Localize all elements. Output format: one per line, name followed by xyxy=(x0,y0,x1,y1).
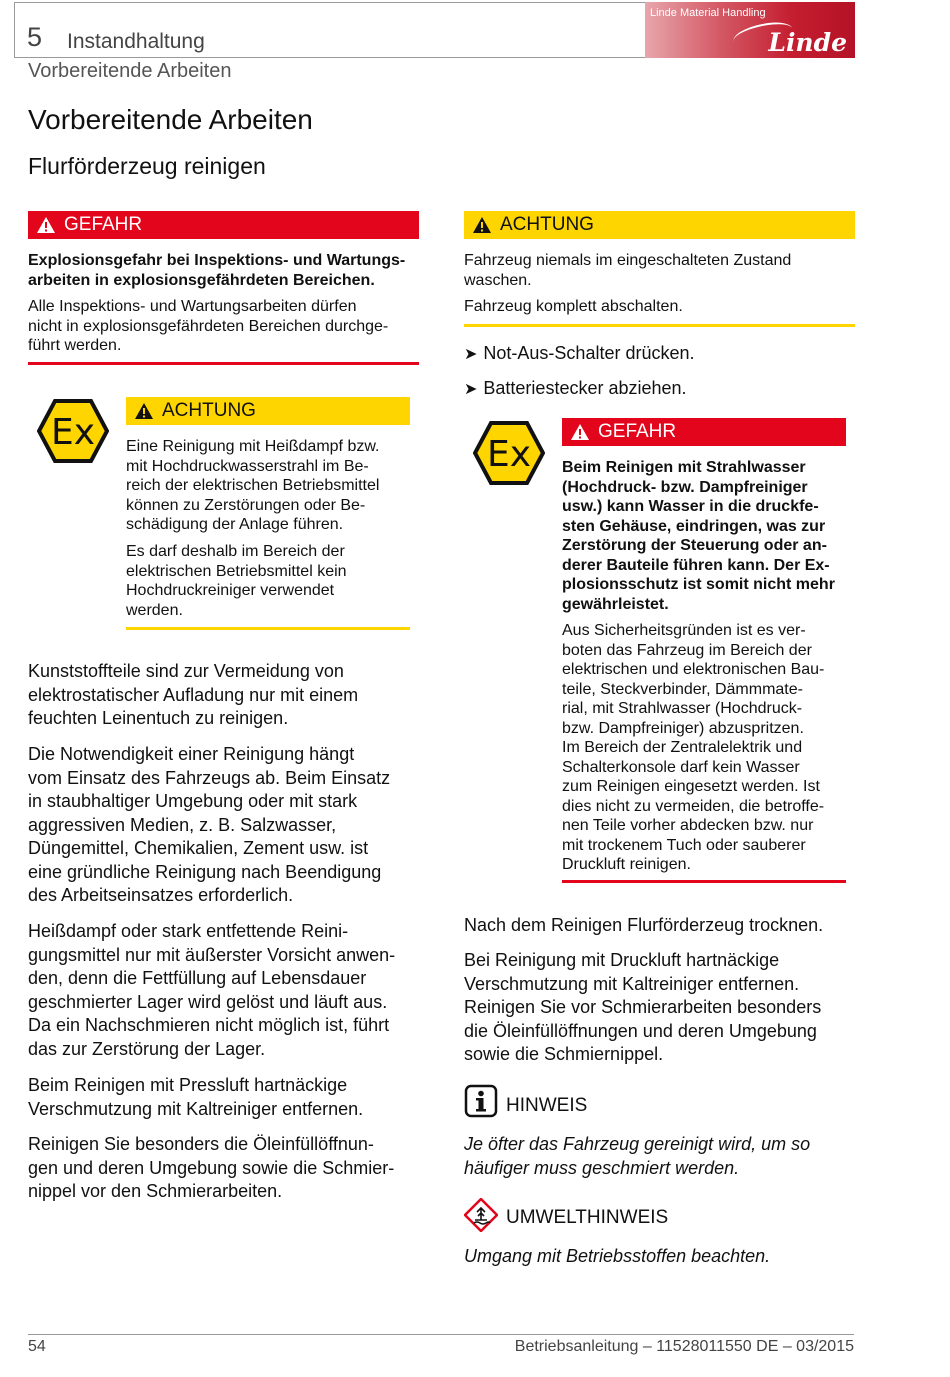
text-line: nicht in explosionsgefährdeten Bereichen durchge- xyxy=(28,317,389,335)
text-line: reich der elektrischen Betriebsmittel xyxy=(126,477,380,494)
text-line: (Hochdruck- bzw. Dampfreiniger xyxy=(562,478,808,496)
text-line: Beim Reinigen mit Pressluft hartnäckige xyxy=(28,1075,348,1095)
list-item xyxy=(464,378,687,399)
text-line: mit trockenem Tuch oder sauberer xyxy=(562,836,806,854)
text-line: Aus Sicherheitsgründen ist es ver- xyxy=(562,622,806,639)
caution-label: ACHTUNG xyxy=(500,214,594,235)
text-line: Kunststoffteile sind zur Vermeidung von xyxy=(28,661,344,681)
step-text: Batteriestecker abziehen. xyxy=(483,378,687,398)
text-line: nen Teile vorher abdecken bzw. nur xyxy=(562,817,814,834)
warning-triangle-icon xyxy=(570,423,590,441)
logo-small-text: Linde Material Handling xyxy=(650,7,766,19)
hint-text xyxy=(464,1133,864,1180)
text-line: elektrischen und elektronischen Bau- xyxy=(562,661,825,678)
warning-triangle-icon xyxy=(134,402,154,420)
svg-text:Ex: Ex xyxy=(486,434,532,475)
text-line: boten das Fahrzeug im Bereich der xyxy=(562,641,812,659)
text-line: Schalterkonsole darf kein Wasser xyxy=(562,758,800,776)
page-subtitle: Flurförderzeug reinigen xyxy=(28,153,266,179)
ex-explosion-icon xyxy=(473,420,545,486)
text-line: des Arbeitseinsatzes erforderlich. xyxy=(28,885,294,905)
text-line: mit Hochdruckwasserstrahl im Be- xyxy=(126,457,369,475)
info-icon xyxy=(464,1084,498,1118)
text-line: werden. xyxy=(126,601,183,619)
text-line: gewährleistet. xyxy=(562,595,669,613)
text-line: geschmierter Lager wird gelöst und läuft aus. xyxy=(28,991,388,1012)
text-line: teile, Steckverbinder, Dämmmate- xyxy=(562,680,803,698)
caution-rule xyxy=(464,324,855,327)
environment-icon xyxy=(464,1198,498,1232)
paragraph xyxy=(464,949,864,1067)
text-line: derer Bauteile führen kann. Der Ex- xyxy=(562,556,830,574)
text-line: Druckluft reinigen. xyxy=(562,856,691,873)
svg-text:Ex: Ex xyxy=(50,412,96,453)
text-line: sowie die Schmiernippel. xyxy=(464,1044,664,1064)
arrow-icon: ➤ xyxy=(464,345,478,363)
paragraph xyxy=(28,660,438,731)
arrow-icon: ➤ xyxy=(464,380,478,398)
text-line: häufiger muss geschmiert werden. xyxy=(464,1157,740,1178)
danger-text xyxy=(28,297,423,356)
text-line: aggressiven Medien, z. B. Salzwasser, xyxy=(28,814,337,835)
text-line: Verschmutzung mit Kaltreiniger entfernen. xyxy=(28,1098,364,1119)
text-line: rial, mit Strahlwasser (Hochdruck- xyxy=(562,700,803,717)
danger-bold-text xyxy=(562,458,854,614)
paragraph xyxy=(28,1133,438,1204)
hint-label: HINWEIS xyxy=(506,1095,588,1116)
text-line: Es darf deshalb im Bereich der xyxy=(126,543,345,560)
text-line: Eine Reinigung mit Heißdampf bzw. xyxy=(126,438,380,455)
caution-text-1 xyxy=(126,437,416,535)
paragraph xyxy=(28,1074,438,1121)
text-line: Die Notwendigkeit einer Reinigung hängt xyxy=(28,744,355,764)
warning-triangle-icon xyxy=(472,216,492,234)
text-line: eine gründliche Reinigung nach Beendigung xyxy=(28,861,382,882)
text-line: nippel vor den Schmierarbeiten. xyxy=(28,1181,283,1201)
caution-rule xyxy=(126,627,410,630)
text-line: Nach dem Reinigen Flurförderzeug trocknen. xyxy=(464,915,824,935)
text-line: Da ein Nachschmieren nicht möglich ist, führt xyxy=(28,1015,390,1035)
text-line: feuchten Leinentuch zu reinigen. xyxy=(28,708,289,728)
text-line: Umgang mit Betriebsstoffen beachten. xyxy=(464,1246,771,1266)
text-line: usw.) kann Wasser in die druckfe- xyxy=(562,498,819,515)
caution-label: ACHTUNG xyxy=(162,400,256,421)
page-title: Vorbereitende Arbeiten xyxy=(28,104,313,135)
list-item xyxy=(464,343,695,364)
text-line: Heißdampf oder stark entfettende Reini- xyxy=(28,921,349,941)
text-line: in staubhaltiger Umgebung oder mit stark xyxy=(28,791,358,811)
danger-label: GEFAHR xyxy=(64,214,143,235)
page-number: 54 xyxy=(28,1338,46,1355)
danger-bold-text xyxy=(28,251,423,290)
text-line: sten Gehäuse, eindringen, was zur xyxy=(562,517,826,535)
text-line: schädigung der Anlage führen. xyxy=(126,516,344,533)
caution-text-1 xyxy=(464,251,859,290)
text-line: Je öfter das Fahrzeug gereinigt wird, um so xyxy=(464,1134,811,1154)
text-line: den, denn die Fettfüllung auf Lebensdauer xyxy=(28,968,367,988)
text-line: plosionsschutz ist somit nicht mehr xyxy=(562,576,835,593)
text-line: vom Einsatz des Fahrzeugs ab. Beim Einsatz xyxy=(28,767,391,788)
text-line: arbeiten in explosionsgefährdeten Bereichen. xyxy=(28,271,375,289)
text-line: waschen. xyxy=(464,271,532,289)
text-line: Fahrzeug komplett abschalten. xyxy=(464,298,683,315)
text-line: Hochdruckreiniger verwendet xyxy=(126,582,335,599)
text-line: das zur Zerstörung der Lager. xyxy=(28,1038,266,1059)
ex-explosion-icon xyxy=(37,398,109,464)
text-line: Düngemittel, Chemikalien, Zement usw. ist xyxy=(28,838,369,858)
caution-text-2 xyxy=(126,542,416,620)
text-line: Alle Inspektions- und Wartungsarbeiten dürfen xyxy=(28,298,357,315)
paragraph xyxy=(28,743,438,908)
text-line: gungsmittel nur mit äußerster Vorsicht anwen- xyxy=(28,944,396,965)
danger-rule xyxy=(562,880,846,883)
text-line: können zu Zerstörungen oder Be- xyxy=(126,496,366,514)
danger-rule xyxy=(28,362,419,365)
text-line: elektrischen Betriebsmittel kein xyxy=(126,562,347,580)
brand-logo xyxy=(645,2,855,58)
text-line: dies nicht zu vermeiden, die betroffe- xyxy=(562,797,825,815)
text-line: elektrostatischer Aufladung nur mit einem xyxy=(28,684,359,705)
chapter-title: Instandhaltung xyxy=(67,30,205,53)
step-text: Not-Aus-Schalter drücken. xyxy=(483,343,695,363)
text-line: Explosionsgefahr bei Inspektions- und Wartungs- xyxy=(28,252,406,269)
env-text xyxy=(464,1245,864,1269)
env-label: UMWELTHINWEIS xyxy=(506,1207,669,1228)
danger-bar xyxy=(562,418,846,446)
paragraph xyxy=(28,920,438,1061)
text-line: die Öleinfüllöffnungen und deren Umgebung xyxy=(464,1020,817,1041)
text-line: Fahrzeug niemals im eingeschalteten Zustand xyxy=(464,252,792,269)
text-line: Reinigen Sie besonders die Öleinfüllöffnun- xyxy=(28,1134,374,1154)
text-line: Beim Reinigen mit Strahlwasser xyxy=(562,459,806,476)
text-line: Verschmutzung mit Kaltreiniger entfernen. xyxy=(464,973,800,994)
logo-main-text: Linde xyxy=(768,28,847,57)
text-line: bzw. Dampfreiniger) abzuspritzen. xyxy=(562,719,804,737)
footer-rule xyxy=(28,1334,854,1335)
paragraph xyxy=(464,914,864,938)
text-line: Reinigen Sie vor Schmierarbeiten besonders xyxy=(464,997,822,1017)
text-line: Zerstörung der Steuerung oder an- xyxy=(562,537,827,554)
warning-triangle-icon xyxy=(36,216,56,234)
section-title: Vorbereitende Arbeiten xyxy=(28,60,232,82)
danger-bar xyxy=(28,211,419,239)
document-reference: Betriebsanleitung – 11528011550 DE – 03/2015 xyxy=(514,1338,854,1355)
caution-bar xyxy=(126,397,410,425)
caution-bar xyxy=(464,211,855,239)
danger-text xyxy=(562,621,854,875)
chapter-number: 5 xyxy=(27,22,43,52)
caution-text-2 xyxy=(464,297,859,317)
text-line: führt werden. xyxy=(28,337,122,354)
text-line: Im Bereich der Zentralelektrik und xyxy=(562,739,803,756)
danger-label: GEFAHR xyxy=(598,421,677,442)
text-line: gen und deren Umgebung sowie die Schmier- xyxy=(28,1157,395,1178)
text-line: zum Reinigen eingesetzt werden. Ist xyxy=(562,778,820,795)
text-line: Bei Reinigung mit Druckluft hartnäckige xyxy=(464,950,780,970)
